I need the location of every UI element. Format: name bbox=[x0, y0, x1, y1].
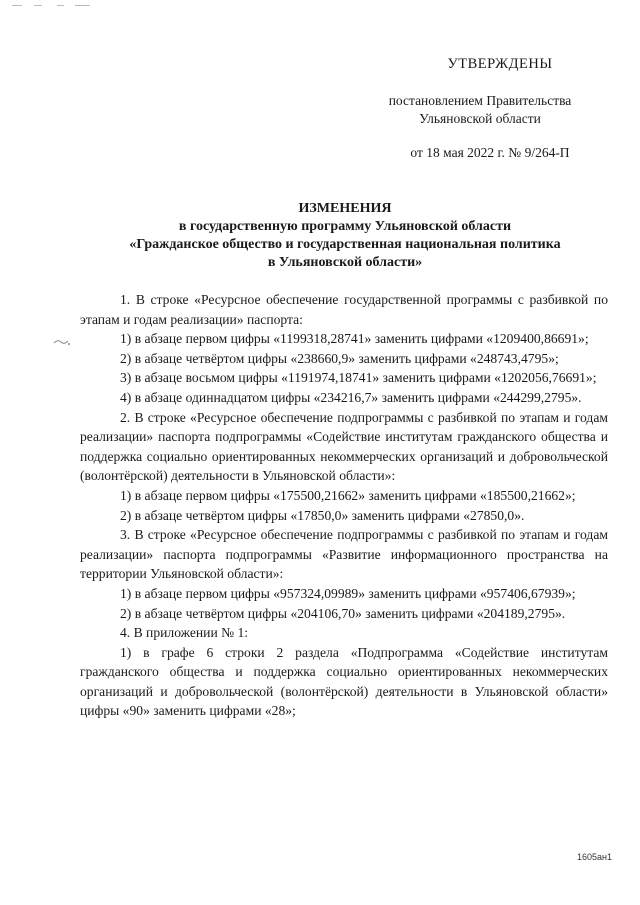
paragraph: 1) в абзаце первом цифры «1199318,28741» заменить цифрами «1209400,86691»; bbox=[120, 331, 589, 347]
paragraph: 2) в абзаце четвёртом цифры «204106,70» заменить цифрами «204189,2795». bbox=[120, 605, 566, 621]
title-line: в Ульяновской области» bbox=[267, 255, 423, 270]
scan-artifact bbox=[12, 4, 92, 7]
decree-date: от 18 мая 2022 г. № 9/264-П bbox=[410, 145, 570, 160]
document-title bbox=[80, 200, 610, 272]
paragraph: 2) в абзаце четвёртом цифры «238660,9» заменить цифрами «248743,4795»; bbox=[120, 350, 559, 366]
paragraph: 3. В строке «Ресурсное обеспечение подпрограммы с разбивкой по этапам и годам реализации» паспорта подпрограммы «Развитие информационного пространства на территории Ульяновской области»: bbox=[80, 527, 608, 582]
paragraph: 3) в абзаце восьмом цифры «1191974,18741» заменить цифрами «1202056,76691»; bbox=[120, 370, 597, 386]
paragraph: 2. В строке «Ресурсное обеспечение подпрограммы с разбивкой по этапам и годам реализации» паспорта подпрограммы «Содействие институтам гражданского общества и поддержка социально ориентированных некоммерческих организаций и добровольческой (волонтёрской) деятельности в Ульяновской области»: bbox=[80, 409, 608, 484]
decree-reference bbox=[380, 92, 580, 127]
title-line: в государственную программу Ульяновской области bbox=[178, 219, 512, 234]
title-line: ИЗМЕНЕНИЯ bbox=[298, 201, 392, 216]
paragraph: 4) в абзаце одиннадцатом цифры «234216,7» заменить цифрами «244299,2795». bbox=[120, 389, 582, 405]
paragraph: 1. В строке «Ресурсное обеспечение государственной программы с разбивкой по этапам и годам реализации» паспорта: bbox=[80, 292, 608, 327]
title-line: «Гражданское общество и государственная национальная политика bbox=[129, 237, 561, 252]
paragraph: 1) в абзаце первом цифры «175500,21662» заменить цифрами «185500,21662»; bbox=[120, 487, 576, 503]
decree-line: постановлением Правительства bbox=[388, 93, 572, 108]
paragraph: 1) в абзаце первом цифры «957324,09989» заменить цифрами «957406,67939»; bbox=[120, 585, 576, 601]
scan-mark-icon bbox=[52, 333, 72, 349]
decree-line: Ульяновской области bbox=[419, 110, 541, 126]
paragraph: 4. В приложении № 1: bbox=[120, 625, 249, 641]
approved-label: УТВЕРЖДЕНЫ bbox=[447, 56, 553, 72]
document-code: 1605ан1 bbox=[576, 852, 612, 862]
document-body bbox=[80, 290, 608, 721]
paragraph: 1) в графе 6 строки 2 раздела «Подпрограмма «Содействие институтам гражданского общества и поддержка социально ориентированных некоммерческих организаций и добровольческой (волонтёрской) деятельности в Ульяновской области» цифры «90» заменить цифрами «28»; bbox=[80, 644, 608, 719]
paragraph: 2) в абзаце четвёртом цифры «17850,0» заменить цифрами «27850,0». bbox=[120, 507, 525, 523]
